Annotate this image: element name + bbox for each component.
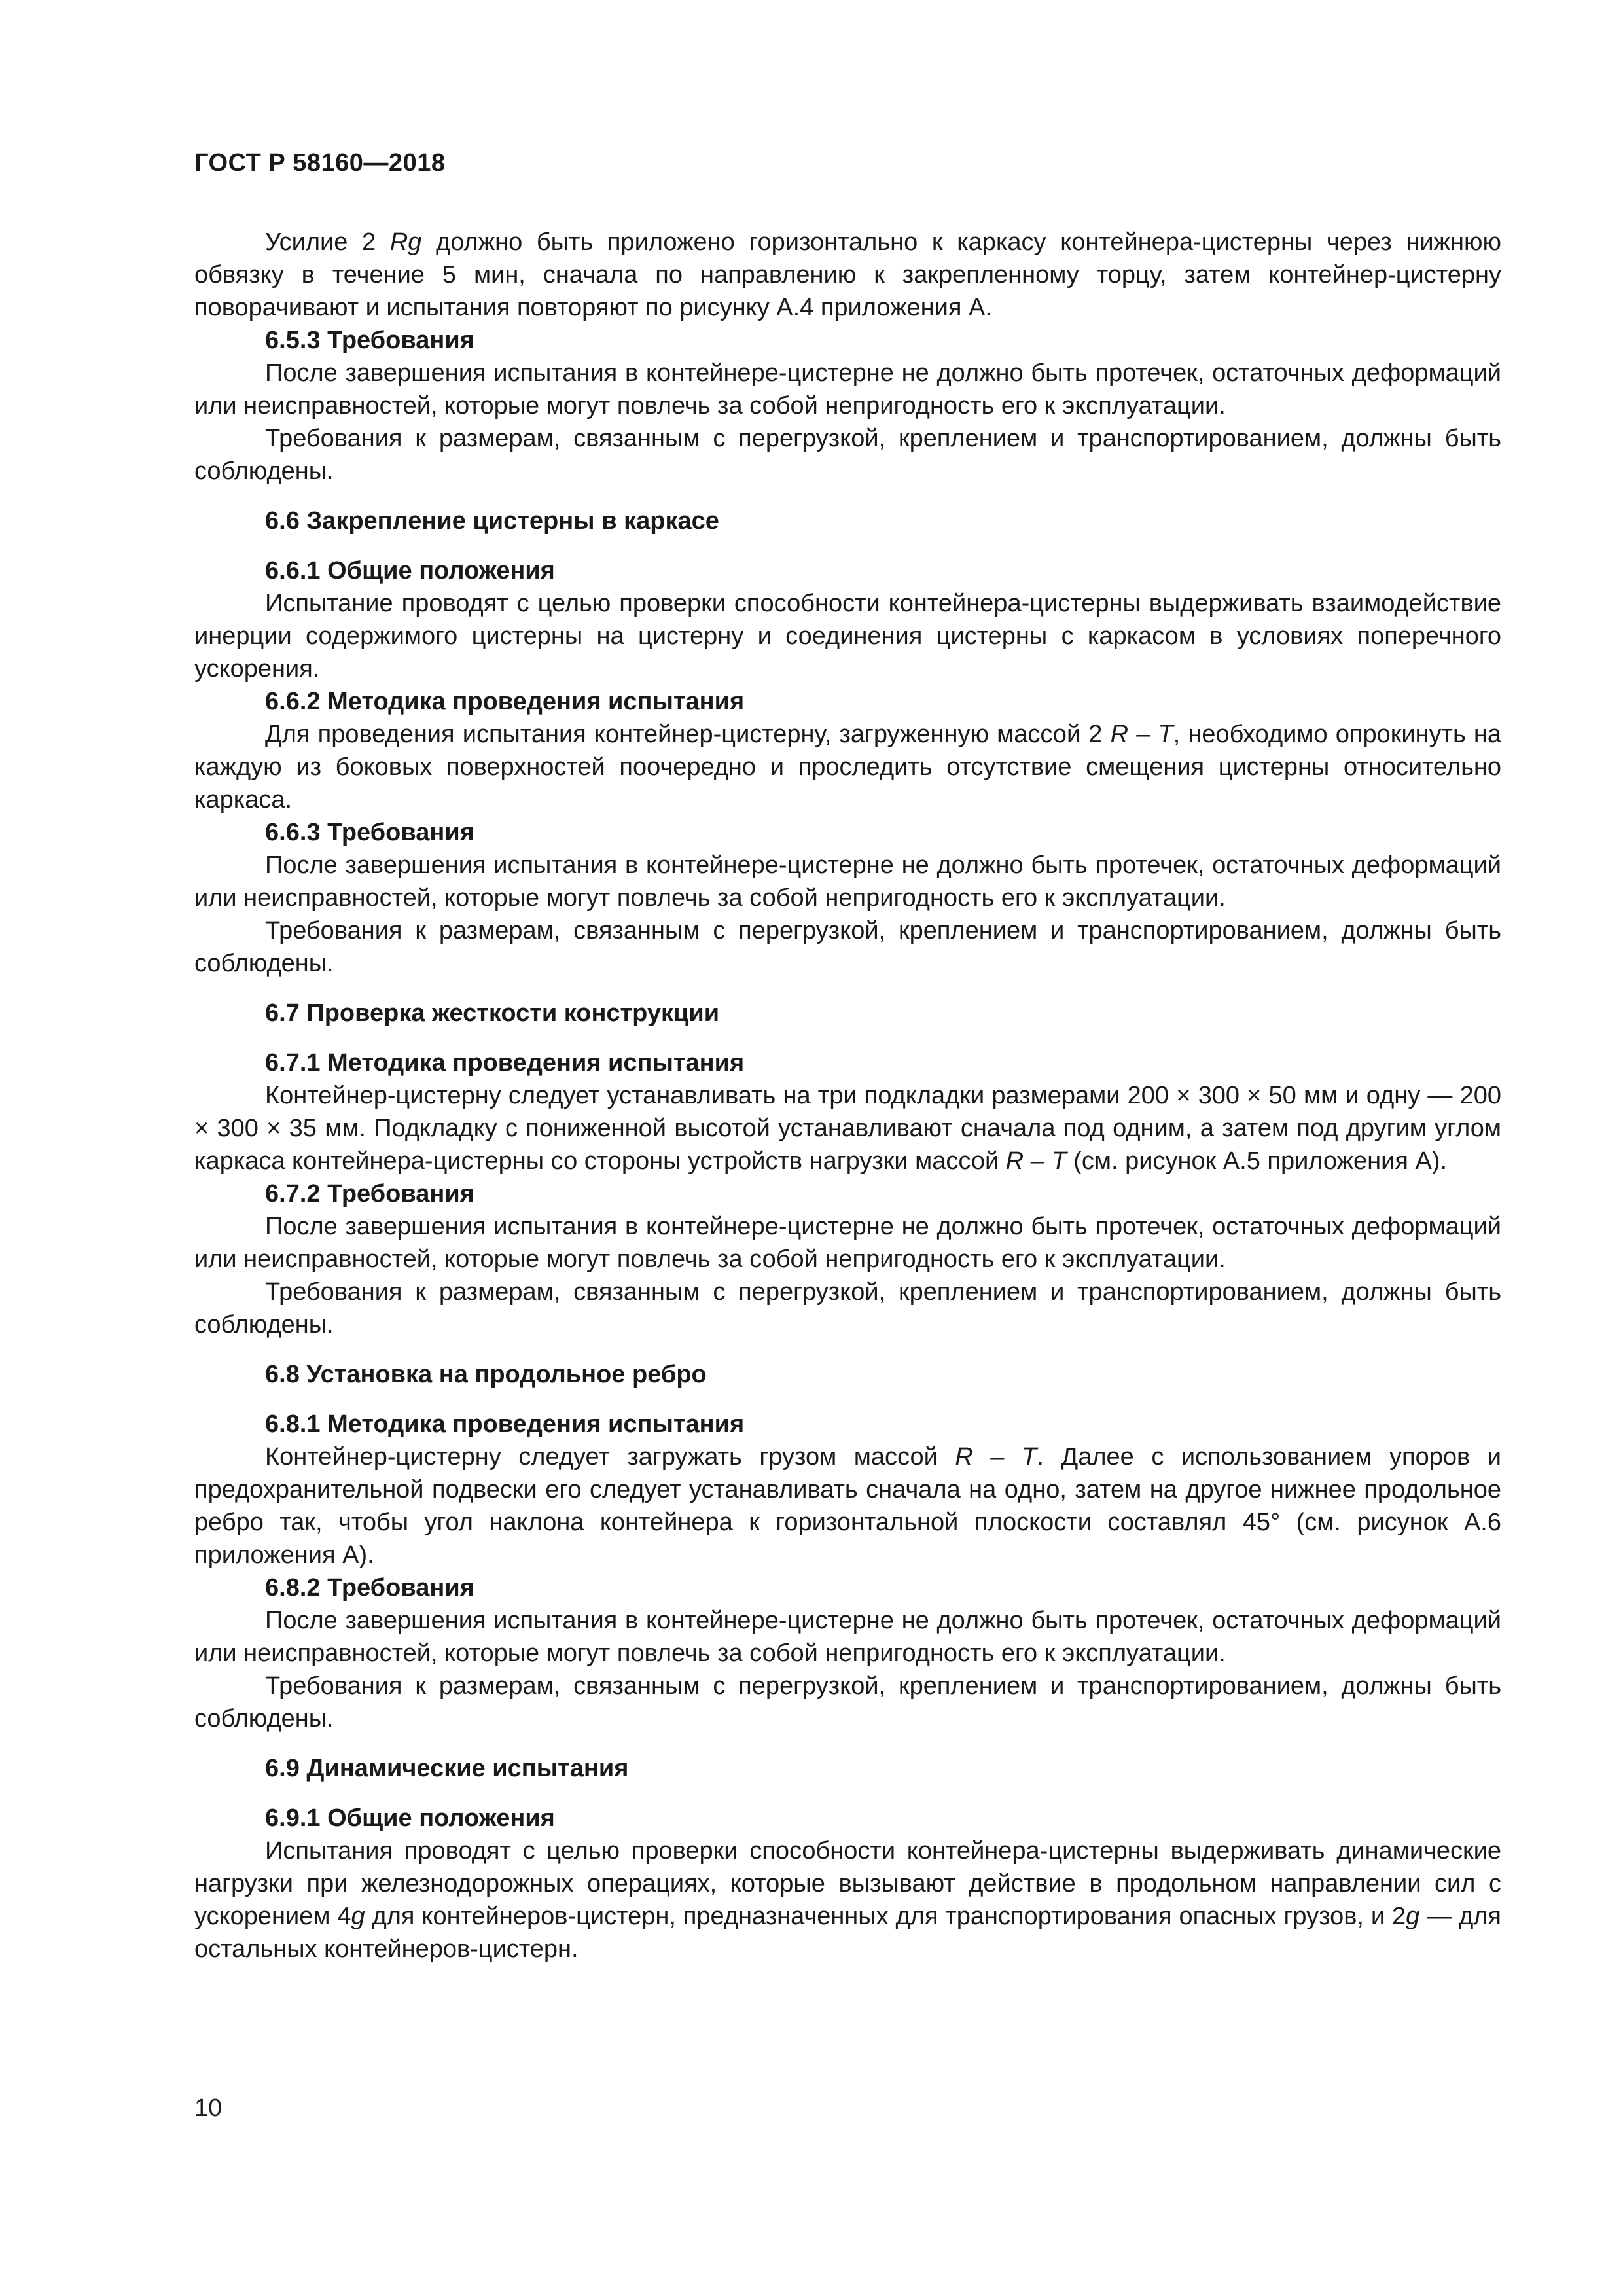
text: (см. рисунок А.5 приложения А). [1073,1147,1448,1175]
page-number: 10 [194,2094,223,2122]
text: должно быть приложено горизонтально к каркасу контейнера-цистерны через нижнюю обвязку в течение 5 мин, сначала по направлению к закрепленному торцу, затем контейнер-цистерну поворачивают и испытания повторяют по рисунку А.4 приложения А. [194,228,1501,321]
text: Усилие 2 [265,228,376,256]
formula-var: Rg [389,228,422,256]
text: Для проведения испытания контейнер-цистерну, загруженную массой 2 [265,721,1103,748]
paragraph-6-7-1 [194,1079,1501,1177]
heading-6-9-1: 6.9.1 Общие положения [265,1804,555,1832]
heading-6-5-3: 6.5.3 Требования [265,327,474,354]
paragraph: Требования к размерам, связанным с перегрузкой, креплением и транспортированием, должны быть соблюдены. [194,425,1501,485]
paragraph: Требования к размерам, связанным с перегрузкой, креплением и транспортированием, должны быть соблюдены. [194,1278,1501,1338]
heading-6-6-2: 6.6.2 Методика проведения испытания [265,688,745,715]
text: Испытания проводят с целью проверки способности контейнера-цистерны выдерживать динамические нагрузки при железнодорожных операциях, которые вызывают действие в продольном направлении сил с ускорением 4 [194,1837,1501,1930]
text: Контейнер-цистерну следует загружать грузом массой [265,1443,938,1471]
section-6-7: 6.7 Проверка жесткости конструкции [265,999,720,1027]
text: Контейнер-цистерну следует устанавливать на три подкладки размерами 200 × 300 × 50 мм и одну — 200 × 300 × 35 мм. Подкладку с пониженной высотой устанавливают сначала под одним, а затем под другим углом каркаса контейнера-цистерны со стороны устройств нагрузки массой [194,1082,1501,1175]
formula-var: R – T [955,1443,1037,1471]
paragraph: После завершения испытания в контейнере-цистерне не должно быть протечек, остаточных деформаций или неисправностей, которые могут повлечь за собой непригодность его к эксплуатации. [194,359,1501,420]
formula-var: R – T [1005,1147,1067,1175]
heading-6-7-2: 6.7.2 Требования [265,1180,474,1208]
text: — для остальных контейнеров-цистерн. [194,1903,1501,1963]
paragraph: Испытание проводят с целью проверки способности контейнера-цистерны выдерживать взаимодействие инерции содержимого цистерны на цистерну и соединения цистерны с каркасом в условиях поперечного ускорения. [194,590,1501,683]
paragraph: Требования к размерам, связанным с перегрузкой, креплением и транспортированием, должны быть соблюдены. [194,1672,1501,1732]
section-6-6: 6.6 Закрепление цистерны в каркасе [265,507,719,535]
paragraph-6-6-2 [194,718,1501,816]
heading-6-8-2: 6.8.2 Требования [265,1574,474,1602]
paragraph: После завершения испытания в контейнере-цистерне не должно быть протечек, остаточных деформаций или неисправностей, которые могут повлечь за собой непригодность его к эксплуатации. [194,1213,1501,1273]
text: , необходимо опрокинуть на каждую из боковых поверхностей поочередно и проследить отсутствие смещения цистерны относительно каркаса. [194,721,1502,814]
text: для контейнеров-цистерн, предназначенных для транспортирования опасных грузов, и 2 [372,1903,1406,1930]
formula-var: g [1406,1903,1420,1930]
paragraph: Требования к размерам, связанным с перегрузкой, креплением и транспортированием, должны быть соблюдены. [194,917,1501,977]
heading-6-6-3: 6.6.3 Требования [265,819,474,846]
paragraph-6-8-1 [194,1441,1501,1571]
document-header: ГОСТ Р 58160—2018 [194,149,446,177]
text: . Далее с использованием упоров и предохранительной подвески его следует устанавливать сначала на одно, затем на другое нижнее продольное ребро так, чтобы угол наклона контейнера к горизонтальной плоскости составлял 45° (см. рисунок А.6 приложения А). [194,1443,1501,1569]
heading-6-6-1: 6.6.1 Общие положения [265,557,555,584]
paragraph-6-9-1 [194,1835,1501,1965]
formula-var: R – T [1110,721,1173,748]
section-6-9: 6.9 Динамические испытания [265,1755,629,1782]
document-body [194,226,1501,1965]
section-6-8: 6.8 Установка на продольное ребро [265,1361,707,1388]
paragraph-6-5-2 [194,226,1501,324]
formula-var: g [351,1903,365,1930]
paragraph: После завершения испытания в контейнере-цистерне не должно быть протечек, остаточных деформаций или неисправностей, которые могут повлечь за собой непригодность его к эксплуатации. [194,852,1501,912]
heading-6-7-1: 6.7.1 Методика проведения испытания [265,1049,745,1077]
paragraph: После завершения испытания в контейнере-цистерне не должно быть протечек, остаточных деформаций или неисправностей, которые могут повлечь за собой непригодность его к эксплуатации. [194,1607,1501,1667]
heading-6-8-1: 6.8.1 Методика проведения испытания [265,1410,745,1438]
